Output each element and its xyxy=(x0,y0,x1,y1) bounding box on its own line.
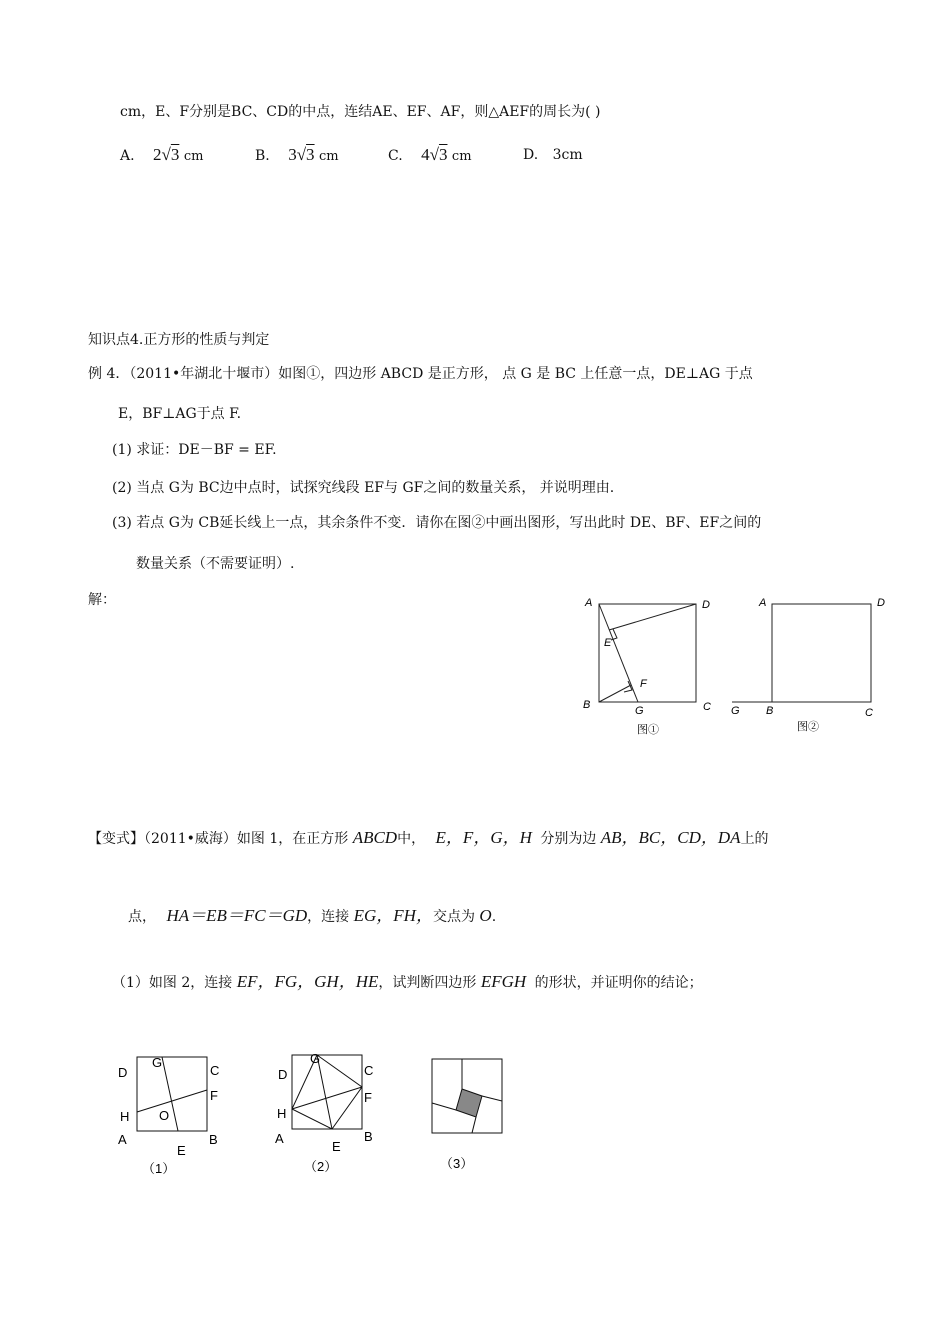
option-a: A. 2√3 cm xyxy=(120,145,204,164)
b3-caption: （3） xyxy=(440,1156,474,1171)
variant-line-1: 【变式】（2011•威海）如图 1，在正方形 ABCD中， E，F，G，H 分别为边 AB，BC，CD，DA上的 xyxy=(88,828,769,847)
variant-line-2: 点， HA＝EB＝FC＝GD，连接 EG，FH，交点为 O. xyxy=(128,906,497,925)
b2-label-d: D xyxy=(278,1067,288,1082)
example-item-3: (3) 若点 G为 CB延长线上一点，其余条件不变．请你在图②中画出图形，写出此时 DE、BF、EF之间的 xyxy=(112,515,762,531)
f3-seg-left xyxy=(432,1103,456,1110)
f3-seg-bottom xyxy=(472,1117,476,1133)
quad-efgh xyxy=(292,1055,362,1129)
label-d-2: D xyxy=(877,597,885,609)
b1-label-d: D xyxy=(118,1065,128,1080)
example-item-3-cont: 数量关系（不需要证明）. xyxy=(136,556,295,572)
answer-label: 解： xyxy=(88,592,116,608)
square-1 xyxy=(137,1057,207,1131)
example-item-2: (2) 当点 G为 BC边中点时，试探究线段 EF与 GF之间的数量关系， 并说明理由. xyxy=(112,480,615,496)
b2-label-f: F xyxy=(364,1090,372,1105)
b2-caption: （2） xyxy=(304,1159,338,1174)
label-e: E xyxy=(604,637,612,649)
b2-label-h: H xyxy=(277,1106,287,1121)
b2-label-b: B xyxy=(364,1129,373,1144)
section-title: 知识点4.正方形的性质与判定 xyxy=(88,332,270,348)
b1-caption: （1） xyxy=(142,1161,176,1176)
b2-label-a: A xyxy=(275,1131,284,1146)
bottom-figure-1 xyxy=(137,1057,207,1131)
square-2 xyxy=(292,1055,362,1129)
option-c: C. 4√3 cm xyxy=(388,145,472,164)
label-b: B xyxy=(583,699,591,711)
bottom-figure-2 xyxy=(292,1055,362,1129)
b2-label-e: E xyxy=(332,1139,341,1154)
label-d: D xyxy=(702,599,710,611)
segment-de xyxy=(609,604,696,630)
segment-ag xyxy=(599,604,638,702)
f3-seg-right xyxy=(482,1096,502,1101)
b1-label-o: O xyxy=(159,1108,170,1123)
b1-label-e: E xyxy=(177,1143,186,1158)
b1-label-c: C xyxy=(210,1063,220,1078)
caption-fig-1: 图① xyxy=(637,724,659,736)
example-line-2: E，BF⊥AG于点 F. xyxy=(118,406,242,422)
question-stem: cm，E、F分别是BC、CD的中点，连结AE、EF、AF，则△AEF的周长为( ) xyxy=(120,104,601,120)
b1-label-f: F xyxy=(210,1088,218,1103)
label-c-2: C xyxy=(865,707,873,719)
b1-label-g: G xyxy=(152,1055,163,1070)
caption-fig-2: 图② xyxy=(797,721,819,733)
variant-question-1: （1）如图 2，连接 EF，FG，GH，HE，试判断四边形 EFGH 的形状，并证明你的结论； xyxy=(112,972,703,991)
b2-label-c: C xyxy=(364,1063,374,1078)
label-f: F xyxy=(640,678,647,690)
right-angle-e xyxy=(611,629,617,640)
b1-label-b: B xyxy=(209,1132,218,1147)
label-b-2: B xyxy=(766,705,774,717)
segment-fh xyxy=(137,1090,207,1112)
b1-label-a: A xyxy=(118,1132,127,1147)
label-g-2: G xyxy=(731,705,740,717)
bottom-figures xyxy=(110,1045,530,1185)
top-figures xyxy=(575,590,895,740)
label-a-2: A xyxy=(759,597,767,609)
example-item-1: (1) 求证：DE－BF = EF. xyxy=(112,442,277,458)
segment-bf xyxy=(599,685,631,702)
figure-1 xyxy=(599,604,696,702)
label-a: A xyxy=(585,597,593,609)
option-b: B. 3√3 cm xyxy=(255,145,339,164)
segment-eg-2 xyxy=(317,1055,332,1129)
label-c: C xyxy=(703,701,711,713)
option-d: D. 3cm xyxy=(523,147,583,163)
bottom-figure-3 xyxy=(432,1059,502,1133)
label-g: G xyxy=(635,705,644,717)
shaded-square xyxy=(456,1089,482,1117)
b1-label-h: H xyxy=(120,1109,130,1124)
figure-2 xyxy=(732,604,871,702)
example-line-1: 例 4．（2011•年湖北十堰市）如图①，四边形 ABCD 是正方形， 点 G 是 BC 上任意一点，DE⊥AG 于点 xyxy=(88,366,753,382)
b2-label-g: G xyxy=(310,1051,321,1066)
square-abcd-2 xyxy=(772,604,871,702)
